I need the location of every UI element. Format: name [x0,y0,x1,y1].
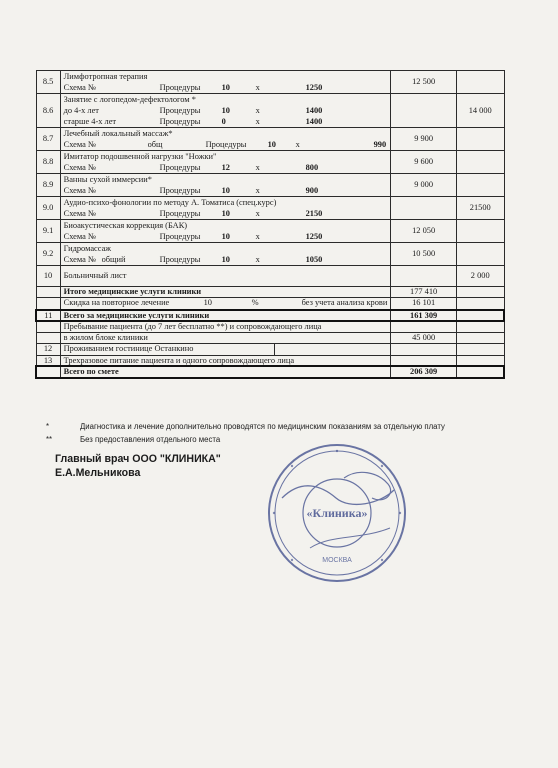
table-row [36,243,504,266]
schema-type: общ [147,139,163,149]
procedures-label: Процедуры [159,162,201,172]
table-row [36,128,504,151]
row-number: 8.9 [36,174,60,197]
seal-center-text: «Клиника» [306,506,368,520]
row-number: 9.0 [36,197,60,220]
row-number: 8.5 [36,71,60,94]
discount-percent: 10 [203,298,212,308]
summary-label: Всего за медицинские услуги клиники [60,310,391,322]
times-sign: х [255,185,260,195]
times-sign: х [255,231,260,241]
percent-sign: % [251,298,259,308]
service-name: Лечебный локальный массаж* [63,128,173,138]
footnote-text: Без предоставления отдельного места [80,435,221,444]
service-name: Аудио-психо-фонологии по методу А. Томатиса (спец.курс) [63,197,277,207]
subtotal: 16 101 [391,297,457,310]
table-row [36,355,504,366]
times-sign: х [255,105,260,115]
signature-block [55,453,221,481]
grand-total-label: Всего по смете [60,366,391,378]
table-row [36,197,504,220]
quantity: 10 [267,139,276,149]
row-number: 8.7 [36,128,60,151]
row-number: 8.8 [36,151,60,174]
unit-price: 1050 [305,254,323,264]
procedures-label: Процедуры [159,185,201,195]
table-row [36,332,504,343]
schema-label: Схема № [63,139,96,149]
schema-label: Схема № [63,254,96,264]
service-name: Гидромассаж [63,243,112,253]
procedures-label: Процедуры [159,116,201,126]
grand-total: 206 309 [391,366,457,378]
service-name: Лимфотропная терапия [63,71,148,81]
times-sign: х [255,254,260,264]
seal-city-text: МОСКВА [322,557,352,564]
subtotal: 161 309 [391,310,457,322]
quantity: 10 [221,254,230,264]
schema-type: общий [101,254,126,264]
table-row [36,174,504,197]
service-name: Ванны сухой иммерсии* [63,174,152,184]
table-row [36,366,504,378]
footnote [40,420,445,433]
subtotal: 10 500 [391,243,457,266]
times-sign: х [255,162,260,172]
schema-label: Схема № [63,208,96,218]
discount-note: без учета анализа крови [301,298,388,308]
row-number: 8.6 [36,94,60,128]
quantity: 10 [221,185,230,195]
table-row [36,220,504,243]
table-row [36,266,504,287]
signer-title: Главный врач ООО "КЛИНИКА" [55,453,221,465]
estimate-table [35,70,505,379]
subtotal: 45 000 [391,332,457,343]
service-name: Трехразовое питание пациента и одного сопровождающего лица [60,355,391,366]
unit-price: 1400 [305,105,323,115]
unit-price: 1250 [305,82,323,92]
unit-price: 2150 [305,208,323,218]
row-number: 11 [36,310,60,322]
age-label: до 4-х лет [63,105,99,115]
table-row [36,151,504,174]
unit-price: 800 [305,162,319,172]
service-name: Пребывание пациента (до 7 лет бесплатно **) и сопровождающего лица [60,321,391,332]
procedures-label: Процедуры [159,254,201,264]
quantity: 10 [221,208,230,218]
footnote-text: Диагностика и лечение дополнительно проводятся по медицинским показаниям за отдельную плату [80,422,445,431]
table-row [36,297,504,310]
service-name: Больничный лист [60,266,391,287]
unit-price: 990 [373,139,387,149]
total: 14 000 [456,94,504,128]
schema-label: Схема № [63,185,96,195]
row-number: 10 [36,266,60,287]
service-name: Биоакустическая коррекция (БАК) [63,220,188,230]
table-row [36,94,504,128]
procedures-label: Процедуры [159,105,201,115]
subtotal: 12 050 [391,220,457,243]
row-number: 9.1 [36,220,60,243]
footnote-mark: * [46,422,50,431]
table-row [36,71,504,94]
procedures-label: Процедуры [159,231,201,241]
subtotal: 9 900 [391,128,457,151]
quantity: 10 [221,105,230,115]
subtotal: 9 000 [391,174,457,197]
procedures-label: Процедуры [159,208,201,218]
quantity: 12 [221,162,230,172]
service-name: Имитатор подошвенной нагрузки "Ножки" [63,151,217,161]
times-sign: х [295,139,300,149]
subtotal: 177 410 [391,287,457,298]
table-row [36,343,504,355]
table-row [36,310,504,322]
quantity: 10 [221,231,230,241]
times-sign: х [255,208,260,218]
service-name: Занятие с логопедом-дефектологом * [63,94,196,104]
times-sign: х [255,116,260,126]
subtotal: 12 500 [391,71,457,94]
quantity: 0 [221,116,226,126]
total: 21500 [456,197,504,220]
stamp-seal [262,438,412,588]
total: 2 000 [456,266,504,287]
row-number: 13 [36,355,60,366]
age-label: старше 4-х лет [63,116,117,126]
procedures-label: Процедуры [205,139,247,149]
service-name: Проживанием гостинице Останкино [64,344,275,355]
service-name: в жилом блоке клиники [60,332,391,343]
footnote-mark: ** [46,435,53,444]
schema-label: Схема № [63,162,96,172]
unit-price: 1250 [305,231,323,241]
schema-label: Схема № [63,231,96,241]
times-sign: х [255,82,260,92]
row-number: 12 [36,343,60,355]
subtotal: 9 600 [391,151,457,174]
procedures-label: Процедуры [159,82,201,92]
schema-label: Схема № [63,82,96,92]
quantity: 10 [221,82,230,92]
summary-label: Итого медицинские услуги клиники [60,287,391,298]
signer-name: Е.А.Мельникова [55,467,141,479]
unit-price: 900 [305,185,319,195]
row-number: 9.2 [36,243,60,266]
unit-price: 1400 [305,116,323,126]
table-row [36,287,504,298]
discount-label: Скидка на повторное лечение [63,298,170,308]
table-row [36,321,504,332]
